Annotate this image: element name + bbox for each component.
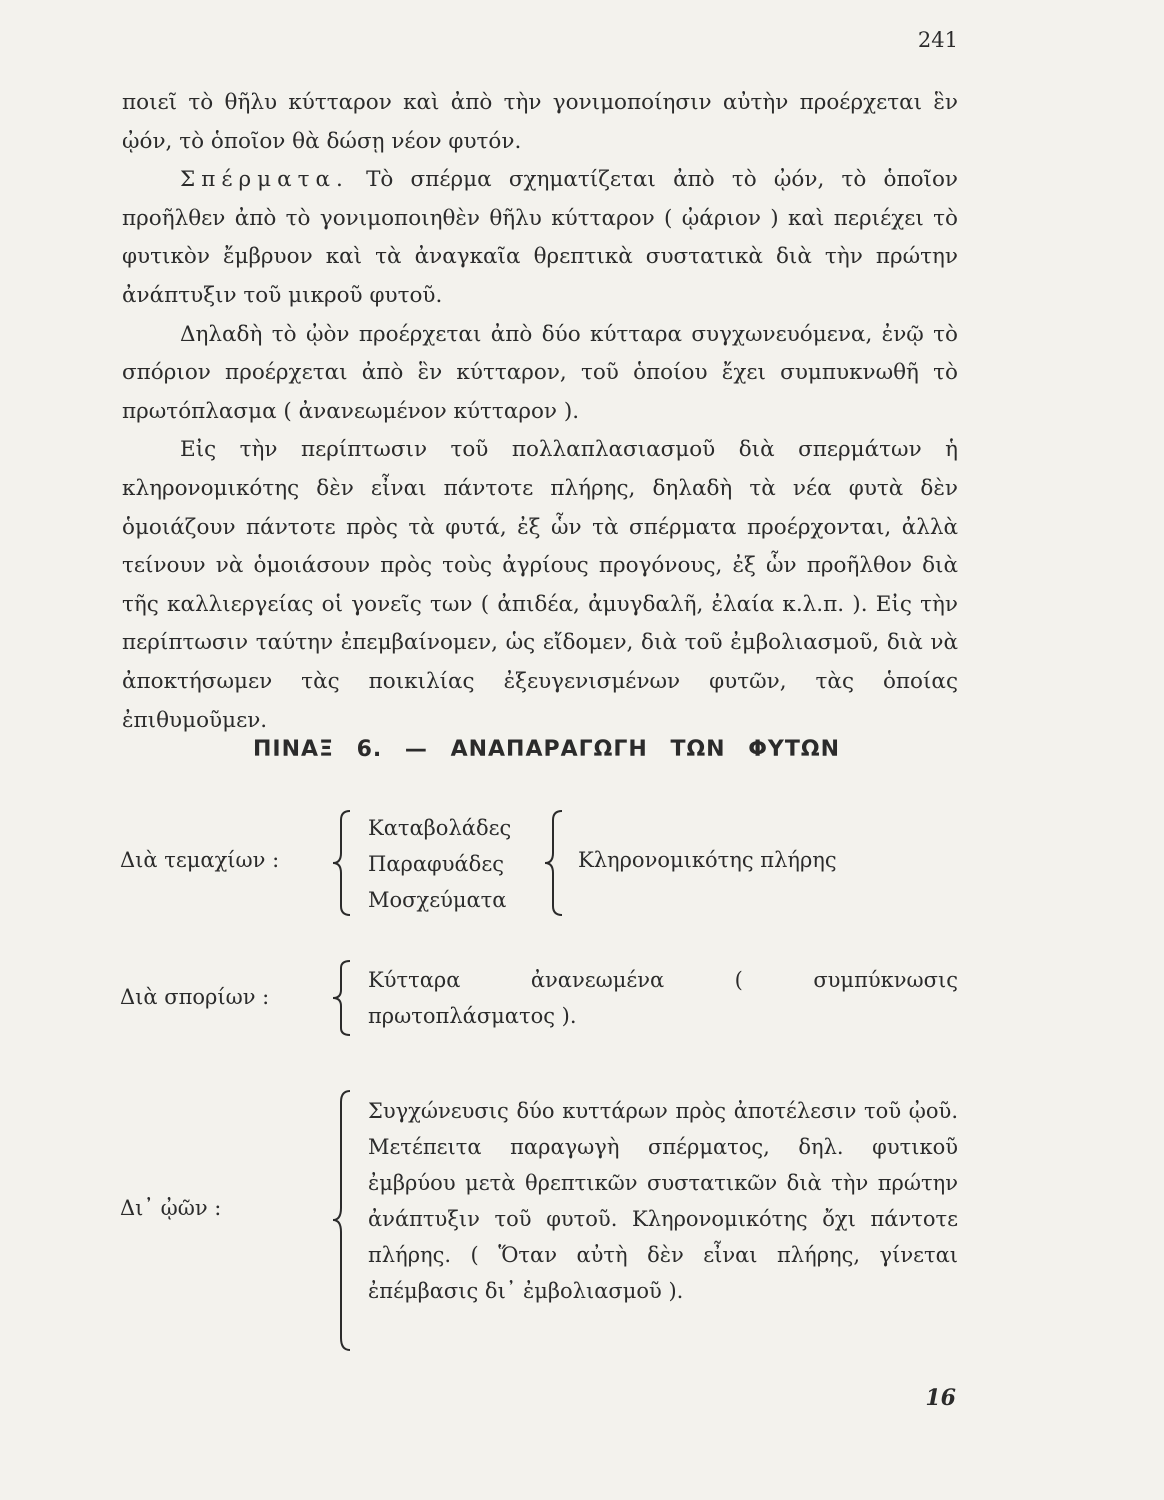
paragraph-3: Δηλαδὴ τὸ ᾠὸν προέρχεται ἀπὸ δύο κύτταρα συγχωνευόμενα, ἐνῷ τὸ σπόριον προέρχεται ἀπὸ ἓν κύτταρον, τοῦ ὁποίου ἔχει συμπυκνωθῆ τὸ πρωτόπλασμα ( ἀνανεωμένον κύτταρον ). bbox=[122, 321, 958, 424]
item-moschevmata: Μοσχεύματα bbox=[368, 888, 507, 912]
item-parafyades: Παραφυάδες bbox=[368, 852, 504, 876]
paragraph-1: ποιεῖ τὸ θῆλυ κύτταρον καὶ ἀπὸ τὴν γονιμοποίησιν αὐτὴν προέρχεται ἓν ᾠόν, τὸ ὁποῖον θὰ δώσῃ νέον φυτόν. bbox=[122, 90, 958, 154]
spores-description: Κύτταρα ἀνανεωμένα ( συμπύκνωσις πρωτοπλάσματος ). bbox=[368, 968, 958, 1028]
right-brace bbox=[542, 808, 566, 918]
heredity-result: Κληρονομικότης πλήρης bbox=[578, 848, 837, 872]
table-title: ΠΙΝΑΞ 6. — ΑΝΑΠΑΡΑΓΩΓΗ ΤΩΝ ΦΥΤΩΝ bbox=[253, 737, 840, 762]
body-text bbox=[122, 84, 958, 740]
paragraph-4: Εἰς τὴν περίπτωσιν τοῦ πολλαπλασιασμοῦ διὰ σπερμάτων ἡ κληρονομικότης δὲν εἶναι πάντοτε πλήρης, δηλαδὴ τὰ νέα φυτὰ δὲν ὁμοιάζουν πάντοτε πρὸς τὰ φυτά, ἐξ ὧν τὰ σπέρματα προέρχονται, ἀλλὰ τείνουν νὰ ὁμοιάσουν πρὸς τοὺς ἀγρίους προγόνους, ἐξ ὧν προῆλθον διὰ τῆς καλλιεργείας οἱ γονεῖς των ( ἀπιδέα, ἀμυγδαλῆ, ἐλαία κ.λ.π. ). Εἰς τὴν περίπτωσιν ταύτην ἐπεμβαίνομεν, ὡς εἴδομεν, διὰ τοῦ ἐμβολιασμοῦ, διὰ νὰ ἀποκτήσωμεν τὰς ποικιλίας ἐξευγενισμένων φυτῶν, τὰς ὁποίας ἐπιθυμοῦμεν. bbox=[122, 437, 958, 733]
spores-brace bbox=[330, 958, 354, 1038]
eggs-description: Συγχώνευσις δύο κυττάρων πρὸς ἀποτέλεσιν τοῦ ᾠοῦ. Μετέπειτα παραγωγὴ σπέρματος, δηλ. φυτικοῦ ἐμβρύου μετὰ θρεπτικῶν συστατικῶν διὰ τὴν πρώτην ἀνάπτυξιν τοῦ φυτοῦ. Κληρονομικότης ὄχι πάντοτε πλήρης. ( Ὅταν αὐτὴ δὲν εἶναι πλήρης, γίνεται ἐπέμβασις δι᾽ ἐμβολιασμοῦ ). bbox=[368, 1099, 958, 1303]
signature-number: 16 bbox=[925, 1385, 956, 1411]
paragraph-2-text: Τὸ σπέρμα σχηματίζεται ἀπὸ τὸ ᾠόν, τὸ ὁποῖον προῆλθεν ἀπὸ τὸ γονιμοποιηθὲν θῆλυ κύτταρον ( ᾠάριον ) καὶ περιέχει τὸ φυτικὸν ἔμβρυον καὶ τὰ ἀναγκαῖα θρεπτικὰ συστατικὰ διὰ τὴν πρώτην ἀνάπτυξιν τοῦ μικροῦ φυτοῦ. bbox=[122, 167, 958, 308]
left-brace bbox=[330, 808, 354, 918]
cuttings-items bbox=[368, 810, 511, 918]
row-label-cuttings: Διὰ τεμαχίων : bbox=[120, 848, 280, 872]
paragraph-spermata bbox=[122, 161, 958, 315]
row-label-spores: Διὰ σπορίων : bbox=[120, 985, 270, 1009]
page-number: 241 bbox=[917, 28, 958, 52]
eggs-brace bbox=[330, 1088, 354, 1353]
row-label-eggs: Δι᾽ ᾠῶν : bbox=[120, 1196, 222, 1220]
item-katavolades: Καταβολάδες bbox=[368, 816, 512, 840]
spermata-heading: Σπέρματα. bbox=[180, 167, 349, 193]
